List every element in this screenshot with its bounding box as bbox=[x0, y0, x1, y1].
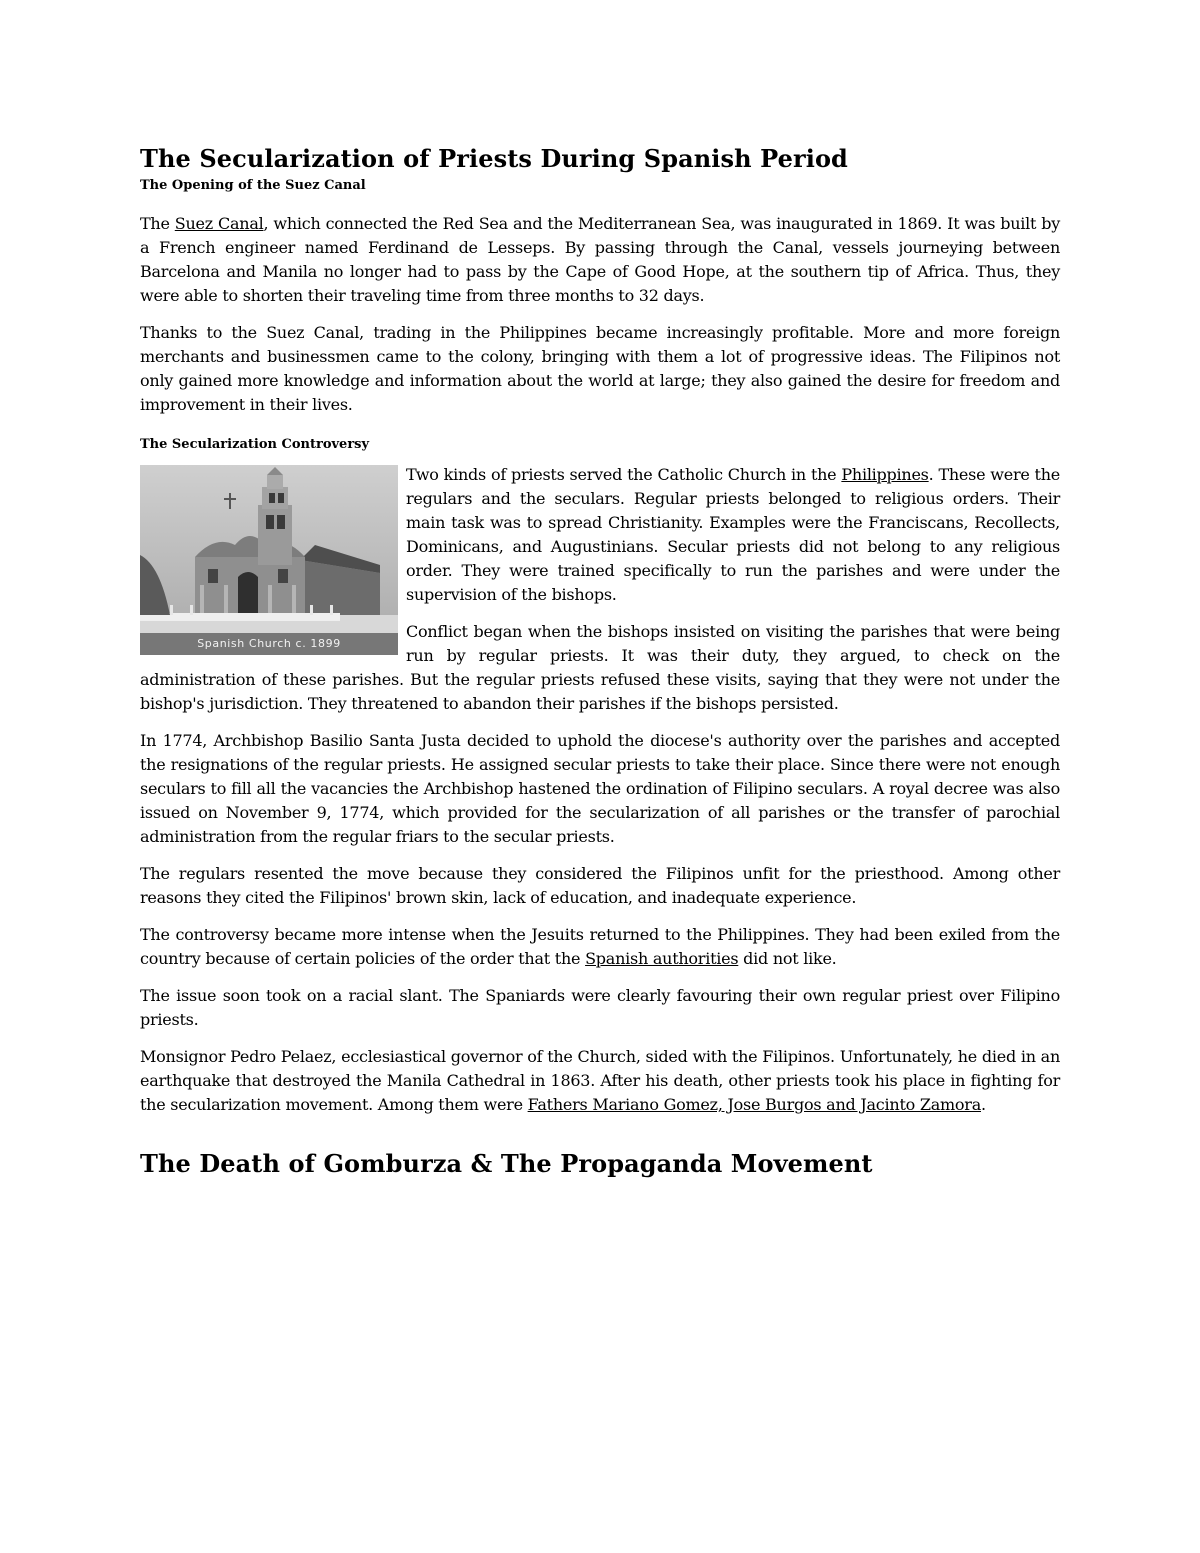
section-heading-suez-canal: The Opening of the Suez Canal bbox=[140, 178, 366, 193]
text-run: Monsignor Pedro Pelaez, ecclesiastical governor of the Church, sided with the Filipinos. Unfortunately, he died in an earthquake that destroyed the Manila Cathedral in 1863. After his death, other priests took his place in fighting for the secularization movement. Among them were bbox=[140, 1047, 1060, 1114]
paragraph-suez-2: Thanks to the Suez Canal, trading in the Philippines became increasingly profitable. More and more foreign merchants and businessmen came to the colony, bringing with them a lot of progressive ideas. The Filipinos not only gained more knowledge and information about the world at large; they also gained the desire for freedom and improvement in their lives. bbox=[140, 323, 1060, 414]
page-title: The Secularization of Priests During Spanish Period bbox=[140, 144, 848, 173]
text-run: , which connected the Red Sea and the Mediterranean Sea, was inaugurated in 1869. It was built by a French engineer named Ferdinand de Lesseps. By passing through the Canal, vessels journeying between Barcelona and Manila no longer had to pass by the Cape of Good Hope, at the southern tip of Africa. Thus, they were able to shorten their traveling time from three months to 32 days. bbox=[140, 214, 1061, 305]
link-spanish-authorities[interactable]: Spanish authorities bbox=[585, 949, 739, 968]
document-body bbox=[140, 142, 1060, 1181]
paragraph-suez-1 bbox=[140, 212, 1060, 308]
text-run: did not like. bbox=[738, 949, 837, 968]
paragraph-secular-7 bbox=[140, 1045, 1060, 1117]
link-gomburza[interactable]: Fathers Mariano Gomez, Jose Burgos and Jacinto Zamora bbox=[527, 1095, 981, 1114]
text-run: . bbox=[980, 1095, 986, 1114]
paragraph-secular-2: Conflict began when the bishops insisted on visiting the parishes that were being run by regular priests. It was their duty, they argued, to check on the administration of these parishes. But the regular priests refused these visits, saying that they were not under the bishop's jurisdiction. They threatened to abandon their parishes if the bishops persisted. bbox=[140, 622, 1060, 713]
church-photo bbox=[140, 465, 398, 655]
paragraph-secular-6: The issue soon took on a racial slant. The Spaniards were clearly favouring their own regular priest over Filipino priests. bbox=[140, 986, 1060, 1029]
text-run: The bbox=[140, 214, 175, 233]
text-run: . These were the regulars and the seculars. Regular priests belonged to religious orders. Their main task was to spread Christianity. Examples were the Franciscans, Recollects, Dominicans, and Augustinians. Secular priests did not belong to any religious order. They were trained specifically to run the parishes and were under the supervision of the bishops. bbox=[406, 465, 1061, 604]
link-suez-canal[interactable]: Suez Canal bbox=[174, 214, 264, 233]
church-illustration bbox=[140, 465, 398, 655]
section-heading-secularization: The Secularization Controversy bbox=[140, 437, 370, 452]
paragraph-secular-4: The regulars resented the move because they considered the Filipinos unfit for the priesthood. Among other reasons they cited the Filipinos' brown skin, lack of education, and inadequate experience. bbox=[140, 864, 1060, 907]
paragraph-secular-5 bbox=[140, 923, 1060, 971]
section-title-gomburza: The Death of Gomburza & The Propaganda Movement bbox=[140, 1149, 873, 1178]
text-run: Two kinds of priests served the Catholic Church in the bbox=[406, 465, 842, 484]
paragraph-secular-3: In 1774, Archbishop Basilio Santa Justa decided to uphold the diocese's authority over the parishes and accepted the resignations of the regular priests. He assigned secular priests to take their place. Since there were not enough seculars to fill all the vacancies the Archbishop hastened the ordination of Filipino seculars. A royal decree was also issued on November 9, 1774, which provided for the secularization of all parishes or the transfer of parochial administration from the regular friars to the secular priests. bbox=[140, 731, 1060, 846]
text-run: The controversy became more intense when the Jesuits returned to the Philippines. They had been exiled from the country because of certain policies of the order that the bbox=[140, 925, 1060, 968]
link-philippines[interactable]: Philippines bbox=[841, 465, 929, 484]
photo-caption: Spanish Church c. 1899 bbox=[140, 633, 398, 655]
